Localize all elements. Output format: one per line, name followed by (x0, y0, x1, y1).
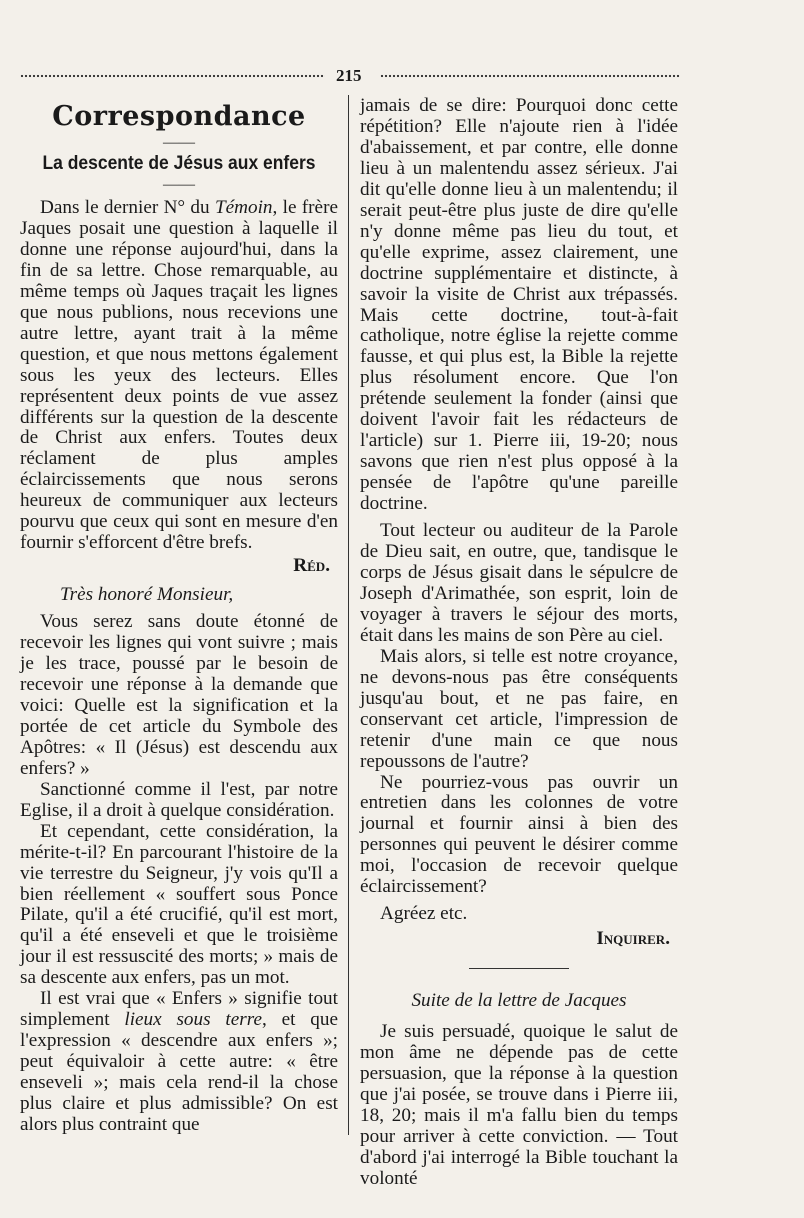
letter-paragraph-6: Mais alors, si telle est notre croyance, ne devons-nous pas être conséquents jusqu'au bout, et ne pas faire, en conservant cet article, l'impression de retenir d'une main ce que nous repoussons de l'autre? (360, 645, 678, 772)
letter-paragraph-continued: jamais de se dire: Pourquoi donc cette répétition? Elle n'ajoute rien à l'idée d'abaissement, et par contre, elle donne lieu à un malentendu assez sérieux. J'ai dit qu'elle donne lieu à un malentendu; il serait peut-être plus juste de dire qu'elle n'y donne même pas lieu du tout, et qu'elle exprime, assez clairement, une doctrine supplémentaire et distincte, à savoir la visite de Christ aux trépassés. Mais cette doctrine, tout-à-fait catholique, notre église la rejette comme fausse, et qui plus est, la Bible la rejette plus résolument encore. Que l'on prétende seulement la fonder (ainsi que doivent l'avoir fait les rédacteurs de l'article) sur 1. Pierre iii, 19-20; nous savons que rien n'est plus opposé à la pensée de l'apôtre qu'une pareille doctrine. (360, 95, 678, 515)
title-dash: —— (163, 134, 195, 151)
intro-paragraph: Dans le dernier N° du Témoin, le frère Jaques posait une question à laquelle il donne une réponse aujourd'hui, dans la fin de sa lettre. Chose remarquable, au même temps où Jaques traçait les lignes que nous publions, nous recevions une autre lettre, ayant trait à la même question, et que nous mettons également sous les yeux des lecteurs. Elles représentent deux points de vue assez différents sur la question de la descente de Christ aux enfers. Toutes deux réclament de plus amples éclaircissements que nous serons heureux de communiquer aux lecteurs pourvu que ceux qui sont en mesure d'en fournir s'efforcent d'être brefs. (20, 197, 338, 554)
section-separator (469, 968, 569, 969)
letter-paragraph-1: Vous serez sans doute étonné de recevoir les lignes qui vont suivre ; mais je les trace, poussé par le besoin de recevoir une réponse à la demande que voici: Quelle est la signification et la portée de cet article du Symbole des Apôtres: « Il (Jésus) est descendu aux enfers? » (20, 611, 338, 779)
salutation: Très honoré Monsieur, (60, 584, 234, 606)
page-header (20, 66, 680, 86)
letter-paragraph-3: Et cependant, cette considération, la mérite-t-il? En parcourant l'histoire de la vie terrestre du Seigneur, j'y vois qu'Il a bien réellement « souffert sous Ponce Pilate, qu'il a été crucifié, qu'il est mort, qu'il a été enseveli et que le troisième jour il est ressuscité des morts; » mais de sa descente aux enfers, pas un mot. (20, 820, 338, 989)
letter-paragraph-2: Sanctionné comme il l'est, par notre Eglise, il a droit à quelque considération. (20, 778, 338, 821)
editor-signature: Réd. (293, 555, 330, 577)
letter-paragraph-7: Ne pourriez-vous pas ouvrir un entretien dans les colonnes de votre journal et fournir ainsi à bien des personnes qui peuvent le désirer comme moi, l'occasion de recevoir quelque éclaircissement? (360, 771, 678, 898)
jacques-paragraph: Je suis persuadé, quoique le salut de mon âme ne dépende pas de cette persuasion, que la réponse à la question que j'ai posée, se trouve dans i Pierre iii, 18, 20; mais il m'a fallu bien du temps pour arriver à cette conviction. — Tout d'abord j'ai interrogé la Bible touchant la volonté (360, 1021, 678, 1189)
inquirer-signature: Inquirer. (596, 928, 670, 950)
letter-paragraph-4: Il est vrai que « Enfers » signifie tout simplement lieux sous terre, et que l'expression « descendre aux enfers »; peut équivaloir à cette autre: « être enseveli »; mais cela rend-il la chose plus claire et plus admissible? On est alors plus contraint que (20, 988, 338, 1135)
left-column (20, 96, 338, 1136)
header-wave-left (20, 74, 325, 78)
suite-title: Suite de la lettre de Jacques (411, 990, 627, 1012)
article-subtitle: La descente de Jésus aux enfers (42, 153, 316, 174)
letter-paragraph-5: Tout lecteur ou auditeur de la Parole de Dieu sait, en outre, que, tandisque le corps de Jésus gisait dans le sépulcre de Joseph d'Arimathée, son esprit, loin de voyager à travers le séjour des morts, était dans les mains de son Père au ciel. (360, 520, 678, 646)
subtitle-dash: —— (163, 176, 195, 193)
closing-line: Agréez etc. (380, 903, 468, 925)
header-wave-right (380, 74, 680, 78)
column-divider (348, 95, 349, 1135)
right-column (360, 96, 678, 1190)
page-number: 215 (336, 66, 362, 85)
section-title: Correspondance (52, 101, 306, 132)
